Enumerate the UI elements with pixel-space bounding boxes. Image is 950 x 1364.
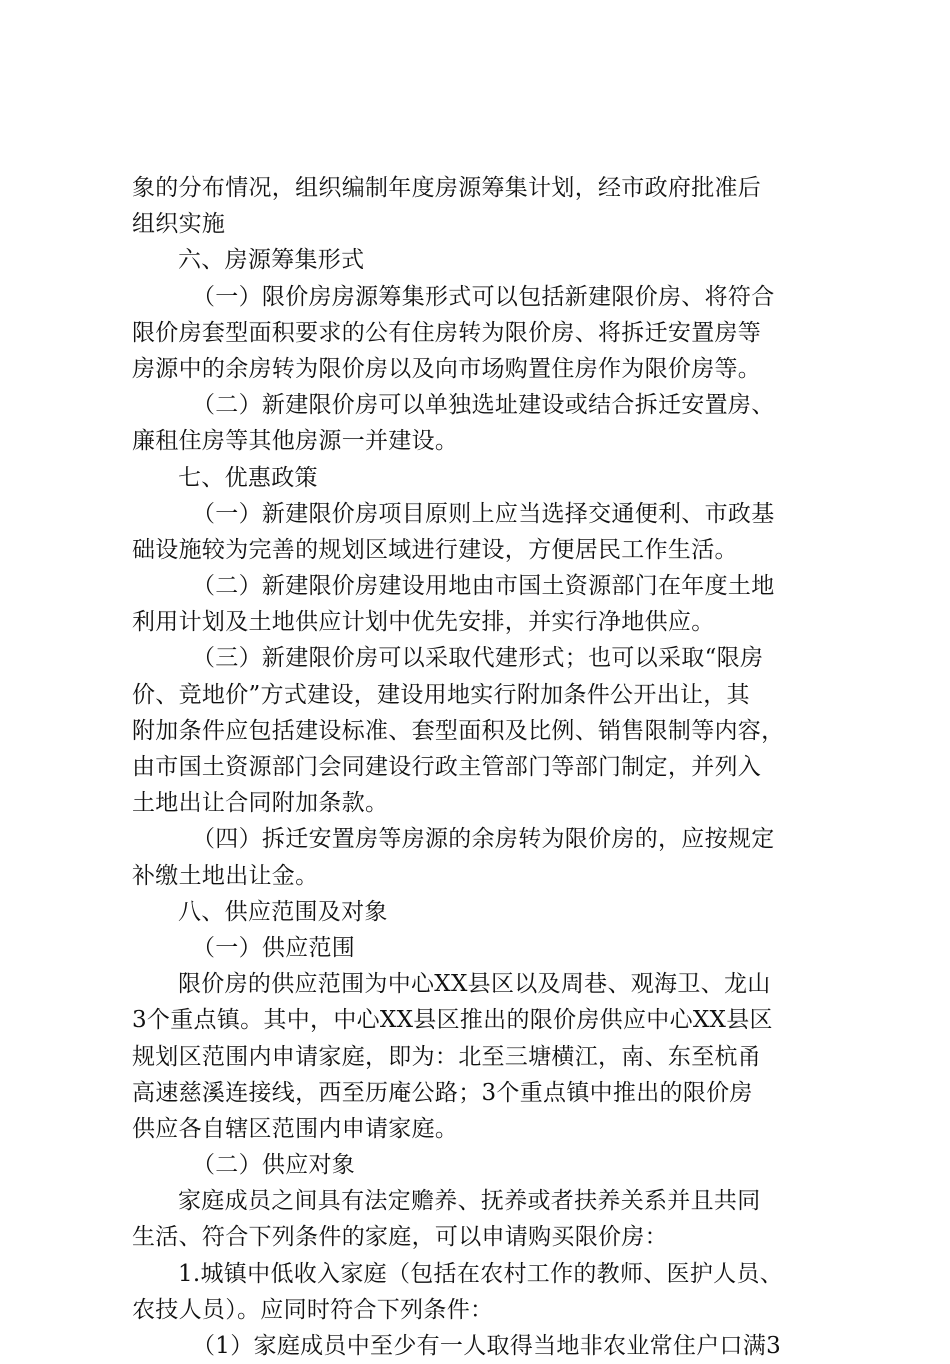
text-line: 1.城镇中低收入家庭（包括在农村工作的教师、医护人员、 bbox=[178, 1260, 784, 1287]
text-line: 七、优惠政策 bbox=[178, 464, 318, 491]
text-line: 土地出让合同附加条款。 bbox=[132, 790, 389, 817]
text-line: （一）限价房房源筹集形式可以包括新建限价房、将符合 bbox=[192, 283, 775, 310]
text-line: （1）家庭成员中至少有一人取得当地非农业常住户口满3 bbox=[192, 1333, 782, 1359]
text-line: 八、供应范围及对象 bbox=[178, 898, 388, 925]
text-line: （二）新建限价房可以单独选址建设或结合拆迁安置房、 bbox=[192, 392, 775, 419]
document-body bbox=[132, 170, 832, 1364]
text-line: （一）供应范围 bbox=[192, 934, 356, 961]
text-line: 组织实施 bbox=[132, 211, 226, 238]
text-line: （二）新建限价房建设用地由市国土资源部门在年度土地 bbox=[192, 573, 775, 600]
text-line: 家庭成员之间具有法定赡养、抚养或者扶养关系并且共同 bbox=[178, 1188, 761, 1215]
text-line: 农技人员）。应同时符合下列条件： bbox=[132, 1296, 494, 1323]
text-line: （四）拆迁安置房等房源的余房转为限价房的，应按规定 bbox=[192, 826, 775, 853]
text-line: 六、房源筹集形式 bbox=[178, 247, 365, 274]
text-line: 由市国土资源部门会同建设行政主管部门等部门制定，并列入 bbox=[132, 754, 762, 780]
text-line: 3个重点镇。其中，中心XX县区推出的限价房供应中心XX县区 bbox=[132, 1007, 773, 1034]
text-line: 规划区范围内申请家庭，即为：北至三塘横江，南、东至杭甬 bbox=[132, 1043, 762, 1070]
text-line: 生活、符合下列条件的家庭，可以申请购买限价房： bbox=[132, 1224, 668, 1251]
text-line: （二）供应对象 bbox=[192, 1152, 356, 1179]
text-line: 限价房套型面积要求的公有住房转为限价房、将拆迁安置房等 bbox=[132, 319, 762, 346]
text-line: 附加条件应包括建设标准、套型面积及比例、销售限制等内容， bbox=[132, 717, 785, 744]
text-line: 限价房的供应范围为中心XX县区以及周巷、观海卫、龙山 bbox=[178, 971, 771, 998]
text-line: 价、竞地价”方式建设，建设用地实行附加条件公开出让，其 bbox=[132, 681, 750, 708]
text-line: 供应各自辖区范围内申请家庭。 bbox=[132, 1115, 459, 1142]
text-line: 廉租住房等其他房源一并建设。 bbox=[132, 428, 459, 455]
text-line: 补缴土地出让金。 bbox=[132, 862, 319, 889]
text-line: 础设施较为完善的规划区域进行建设，方便居民工作生活。 bbox=[132, 536, 738, 563]
text-line: 高速慈溪连接线，西至历庵公路；3个重点镇中推出的限价房 bbox=[132, 1079, 753, 1106]
text-line: 利用计划及土地供应计划中优先安排，并实行净地供应。 bbox=[132, 609, 715, 636]
text-line: 房源中的余房转为限价房以及向市场购置住房作为限价房等。 bbox=[132, 355, 762, 382]
text-line: （一）新建限价房项目原则上应当选择交通便利、市政基 bbox=[192, 500, 775, 527]
text-line: （三）新建限价房可以采取代建形式；也可以采取“限房 bbox=[192, 645, 764, 672]
text-line: 象的分布情况，组织编制年度房源筹集计划，经市政府批准后 bbox=[132, 175, 762, 201]
